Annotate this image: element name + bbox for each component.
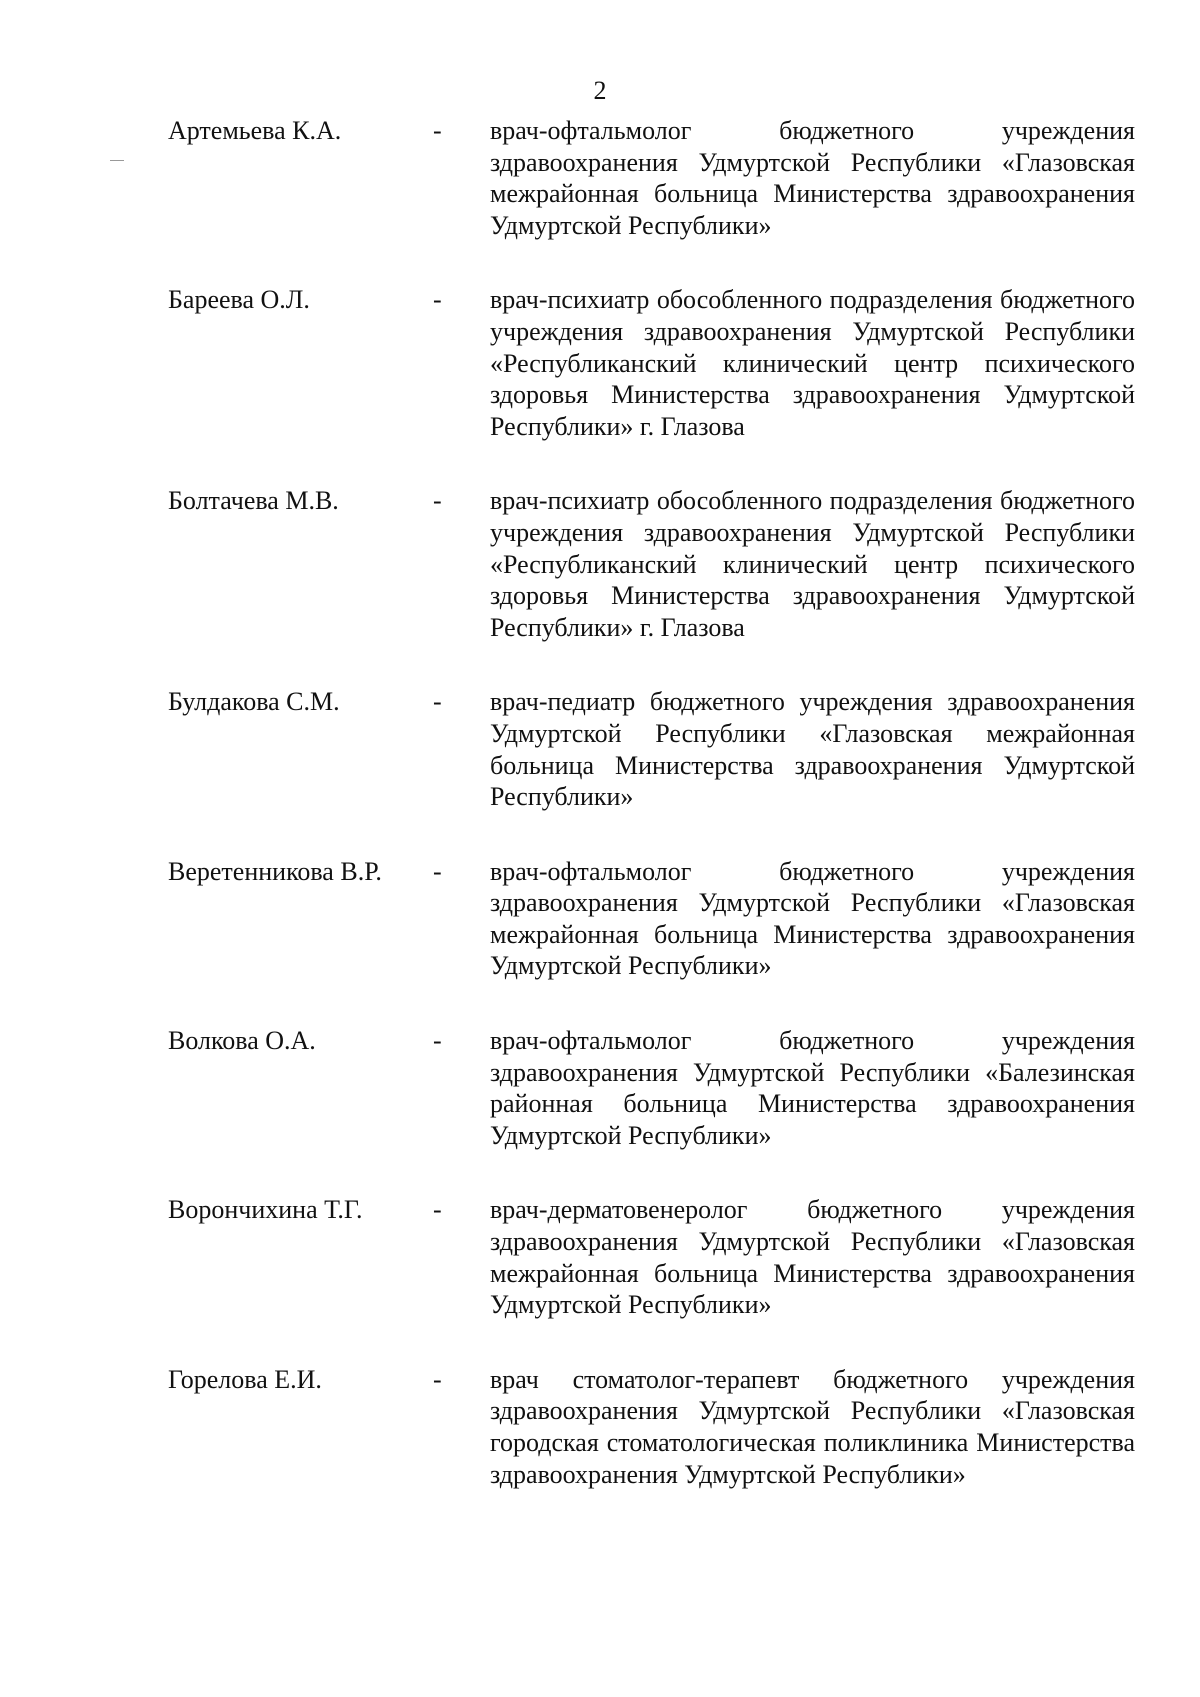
list-item [0, 115, 1200, 241]
dash-separator: - [433, 1026, 442, 1056]
dash-separator: - [433, 285, 442, 315]
person-name: Волкова О.А. [168, 1026, 316, 1056]
dash-separator: - [433, 116, 442, 145]
person-name: Болтачева М.В. [168, 486, 339, 516]
person-name: Горелова Е.И. [168, 1364, 322, 1394]
list-item [0, 856, 1200, 982]
list-item [0, 1025, 1200, 1151]
person-name: Веретенникова В.Р. [168, 856, 382, 886]
position-description: врач-педиатр бюджетного учреждения здравоохранения Удмуртской Республики «Глазовская межрайонная больница Министерства здравоохранения Удмуртской Республики» [490, 687, 1135, 812]
dash-separator: - [433, 856, 442, 886]
person-name: Ворончихина Т.Г. [168, 1195, 363, 1225]
page-number: 2 [593, 76, 607, 105]
dash-separator: - [433, 1364, 442, 1394]
dash-separator: - [433, 1195, 442, 1225]
list-item [0, 686, 1200, 812]
position-description: врач-офтальмолог бюджетного учреждения здравоохранения Удмуртской Республики «Глазовская межрайонная больница Министерства здравоохранения Удмуртской Республики» [490, 116, 1135, 240]
list-item [0, 1194, 1200, 1320]
position-description: врач-психиатр обособленного подразделения бюджетного учреждения здравоохранения Удмуртской Республики «Республиканский клинический центр психического здоровья Министерства здравоохранения Удмуртской Республики» г. Глазова [490, 486, 1135, 642]
person-name: Булдакова С.М. [168, 687, 340, 717]
position-description: врач стоматолог-терапевт бюджетного учреждения здравоохранения Удмуртской Республики «Глазовская городская стоматологическая поликлиника Министерства здравоохранения Удмуртской Республики» [490, 1364, 1135, 1489]
dash-separator: - [433, 687, 442, 717]
position-description: врач-дерматовенеролог бюджетного учреждения здравоохранения Удмуртской Республики «Глазовская межрайонная больница Министерства здравоохранения Удмуртской Республики» [490, 1195, 1135, 1320]
person-name: Артемьева К.А. [168, 116, 342, 145]
position-description: врач-офтальмолог бюджетного учреждения здравоохранения Удмуртской Республики «Балезинская районная больница Министерства здравоохранения Удмуртской Республики» [490, 1026, 1135, 1150]
dash-separator: - [433, 486, 442, 516]
entries-list [0, 115, 1200, 1533]
person-name: Бареева О.Л. [168, 285, 310, 315]
list-item [0, 1364, 1200, 1490]
list-item [0, 284, 1200, 442]
position-description: врач-психиатр обособленного подразделения бюджетного учреждения здравоохранения Удмуртской Республики «Республиканский клинический центр психического здоровья Министерства здравоохранения Удмуртской Республики» г. Глазова [490, 285, 1135, 441]
position-description: врач-офтальмолог бюджетного учреждения здравоохранения Удмуртской Республики «Глазовская межрайонная больница Министерства здравоохранения Удмуртской Республики» [490, 856, 1135, 981]
list-item [0, 485, 1200, 643]
